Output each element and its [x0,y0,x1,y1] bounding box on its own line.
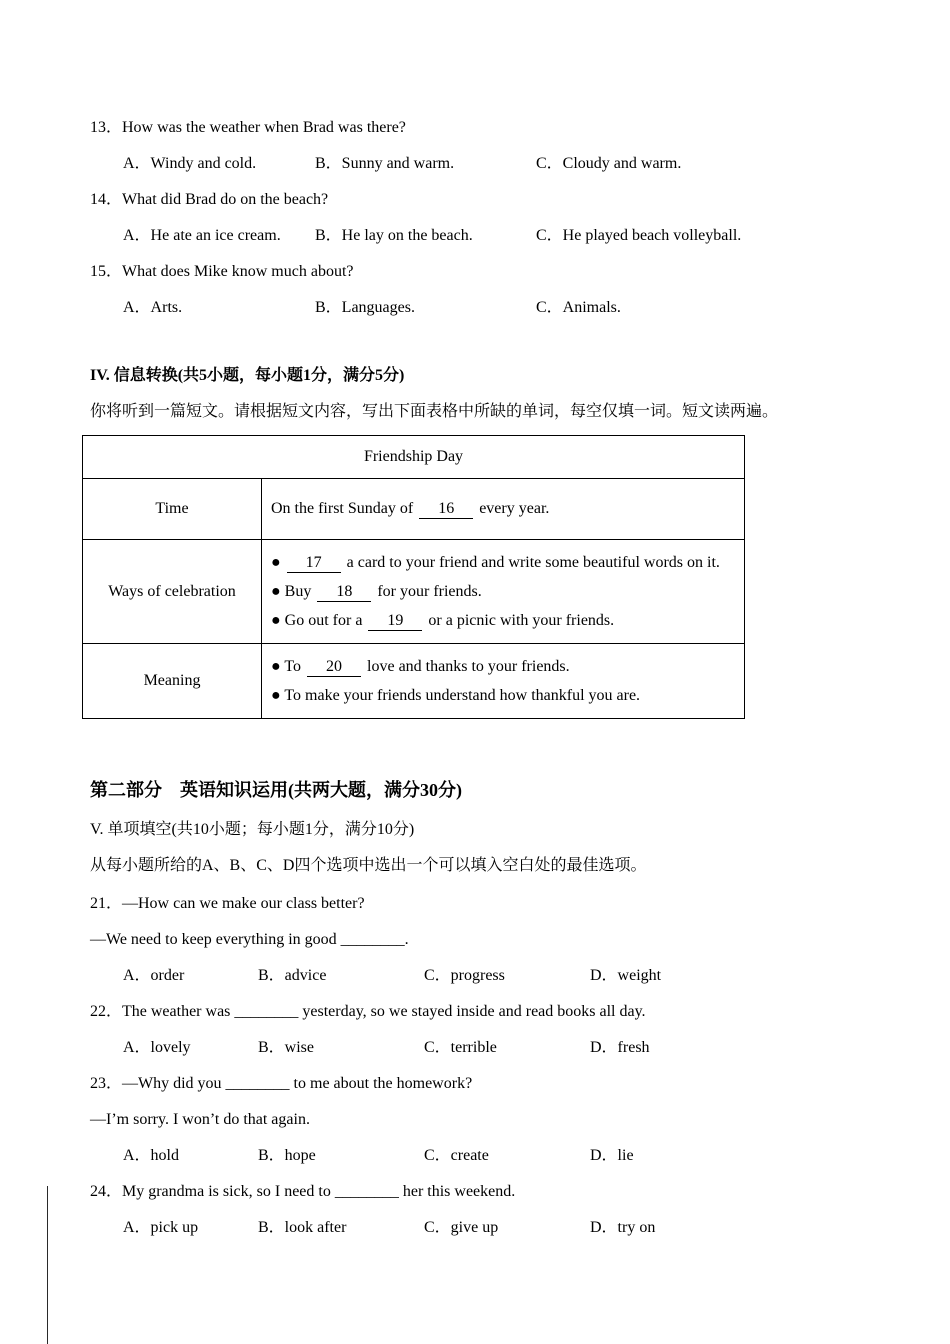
question-14-option-a: A．He ate an ice cream. [123,227,281,244]
blank-16: 16 [419,500,473,519]
ways-line-3 [271,606,738,635]
question-23-options [90,1145,862,1167]
question-21-option-d: D．weight [590,967,662,984]
question-14-option-c: C．He played beach volleyball. [536,227,742,244]
meaning-line-1 [271,652,738,681]
question-13-option-a: A．Windy and cold. [123,155,257,172]
ways-line-1-pre: ● [271,554,281,571]
friendship-day-table [82,435,745,719]
meaning-line-1-pre: ● To [271,658,302,675]
question-24-option-a: A．pick up [123,1219,199,1236]
ways-line-2 [271,577,738,606]
question-21-option-c: C．progress [424,967,505,984]
meaning-line-2: ● To make your friends understand how thankful you are. [271,687,641,704]
blank-20: 20 [307,658,361,677]
question-24-option-c: C．give up [424,1219,499,1236]
question-23-option-c: C．create [424,1147,489,1164]
question-14-options [90,225,862,247]
question-13-options [90,153,862,175]
question-24-option-b: B．look after [258,1219,347,1236]
table-row-ways [83,540,745,644]
question-22-option-a: A．lovely [123,1039,191,1056]
table-row-meaning [83,644,745,719]
table-title: Friendship Day [83,436,745,479]
ways-row-label: Ways of celebration [83,540,262,644]
question-15-option-a: A．Arts. [123,299,183,316]
ways-line-1-post: a card to your friend and write some beautiful words on it. [346,554,720,571]
page-edge-artifact-line [47,1186,48,1344]
ways-row-content [262,540,745,644]
meaning-row-content [262,644,745,719]
question-13-option-b: B．Sunny and warm. [315,155,455,172]
question-21-options [90,965,862,987]
time-row-content [262,479,745,540]
ways-line-3-pre: ● Go out for a [271,612,363,629]
blank-18: 18 [317,583,371,602]
ways-line-1 [271,548,738,577]
question-24-text: 24．My grandma is sick, so I need to ________ her this weekend. [90,1183,516,1200]
table-row-time [83,479,745,540]
blank-17: 17 [287,554,341,573]
question-23-option-a: A．hold [123,1147,180,1164]
question-23-option-b: B．hope [258,1147,316,1164]
time-row-label: Time [83,479,262,540]
ways-line-2-post: for your friends. [377,583,482,600]
section-iv-intro: 你将听到一篇短文。请根据短文内容，写出下面表格中所缺的单词，每空仅填一词。短文读两遍。 [90,403,779,420]
question-22-options [90,1037,862,1059]
meaning-line-1-post: love and thanks to your friends. [367,658,570,675]
blank-19: 19 [368,612,422,631]
section-v-title: V. 单项填空(共10小题；每小题1分，满分10分) [90,821,415,838]
question-21-text: 21．—How can we make our class better? [90,895,365,912]
question-22-option-d: D．fresh [590,1039,650,1056]
time-text-pre: On the first Sunday of [271,499,414,517]
part-two-title: 第二部分 英语知识运用(共两大题，满分30分) [90,780,462,800]
question-15-text: 15．What does Mike know much about? [90,263,354,280]
question-13-option-c: C．Cloudy and warm. [536,155,682,172]
question-24-options [90,1217,862,1239]
question-15-option-b: B．Languages. [315,299,415,316]
question-14-option-b: B．He lay on the beach. [315,227,473,244]
section-v-instruction: 从每小题所给的A、B、C、D四个选项中选出一个可以填入空白处的最佳选项。 [90,857,647,874]
section-iv-title: IV. 信息转换(共5小题，每小题1分，满分5分) [90,367,405,384]
question-15-option-c: C．Animals. [536,299,621,316]
question-23-text: 23．—Why did you ________ to me about the homework? [90,1075,473,1092]
question-21-text-line2: —We need to keep everything in good ________. [90,931,409,948]
question-24-option-d: D．try on [590,1219,656,1236]
question-14-text: 14．What did Brad do on the beach? [90,191,329,208]
question-13-text: 13．How was the weather when Brad was there? [90,119,406,136]
question-23-option-d: D．lie [590,1147,634,1164]
question-21-option-a: A．order [123,967,185,984]
question-15-options [90,297,862,319]
time-text-post: every year. [479,499,550,517]
question-22-text: 22．The weather was ________ yesterday, so we stayed inside and read books all day. [90,1003,646,1020]
question-21-option-b: B．advice [258,967,327,984]
question-22-option-c: C．terrible [424,1039,497,1056]
meaning-row-label: Meaning [83,644,262,719]
question-22-option-b: B．wise [258,1039,315,1056]
ways-line-2-pre: ● Buy [271,583,312,600]
ways-line-3-post: or a picnic with your friends. [428,612,615,629]
question-23-text-line2: —I’m sorry. I won’t do that again. [90,1111,310,1128]
table-header-row [83,436,745,479]
